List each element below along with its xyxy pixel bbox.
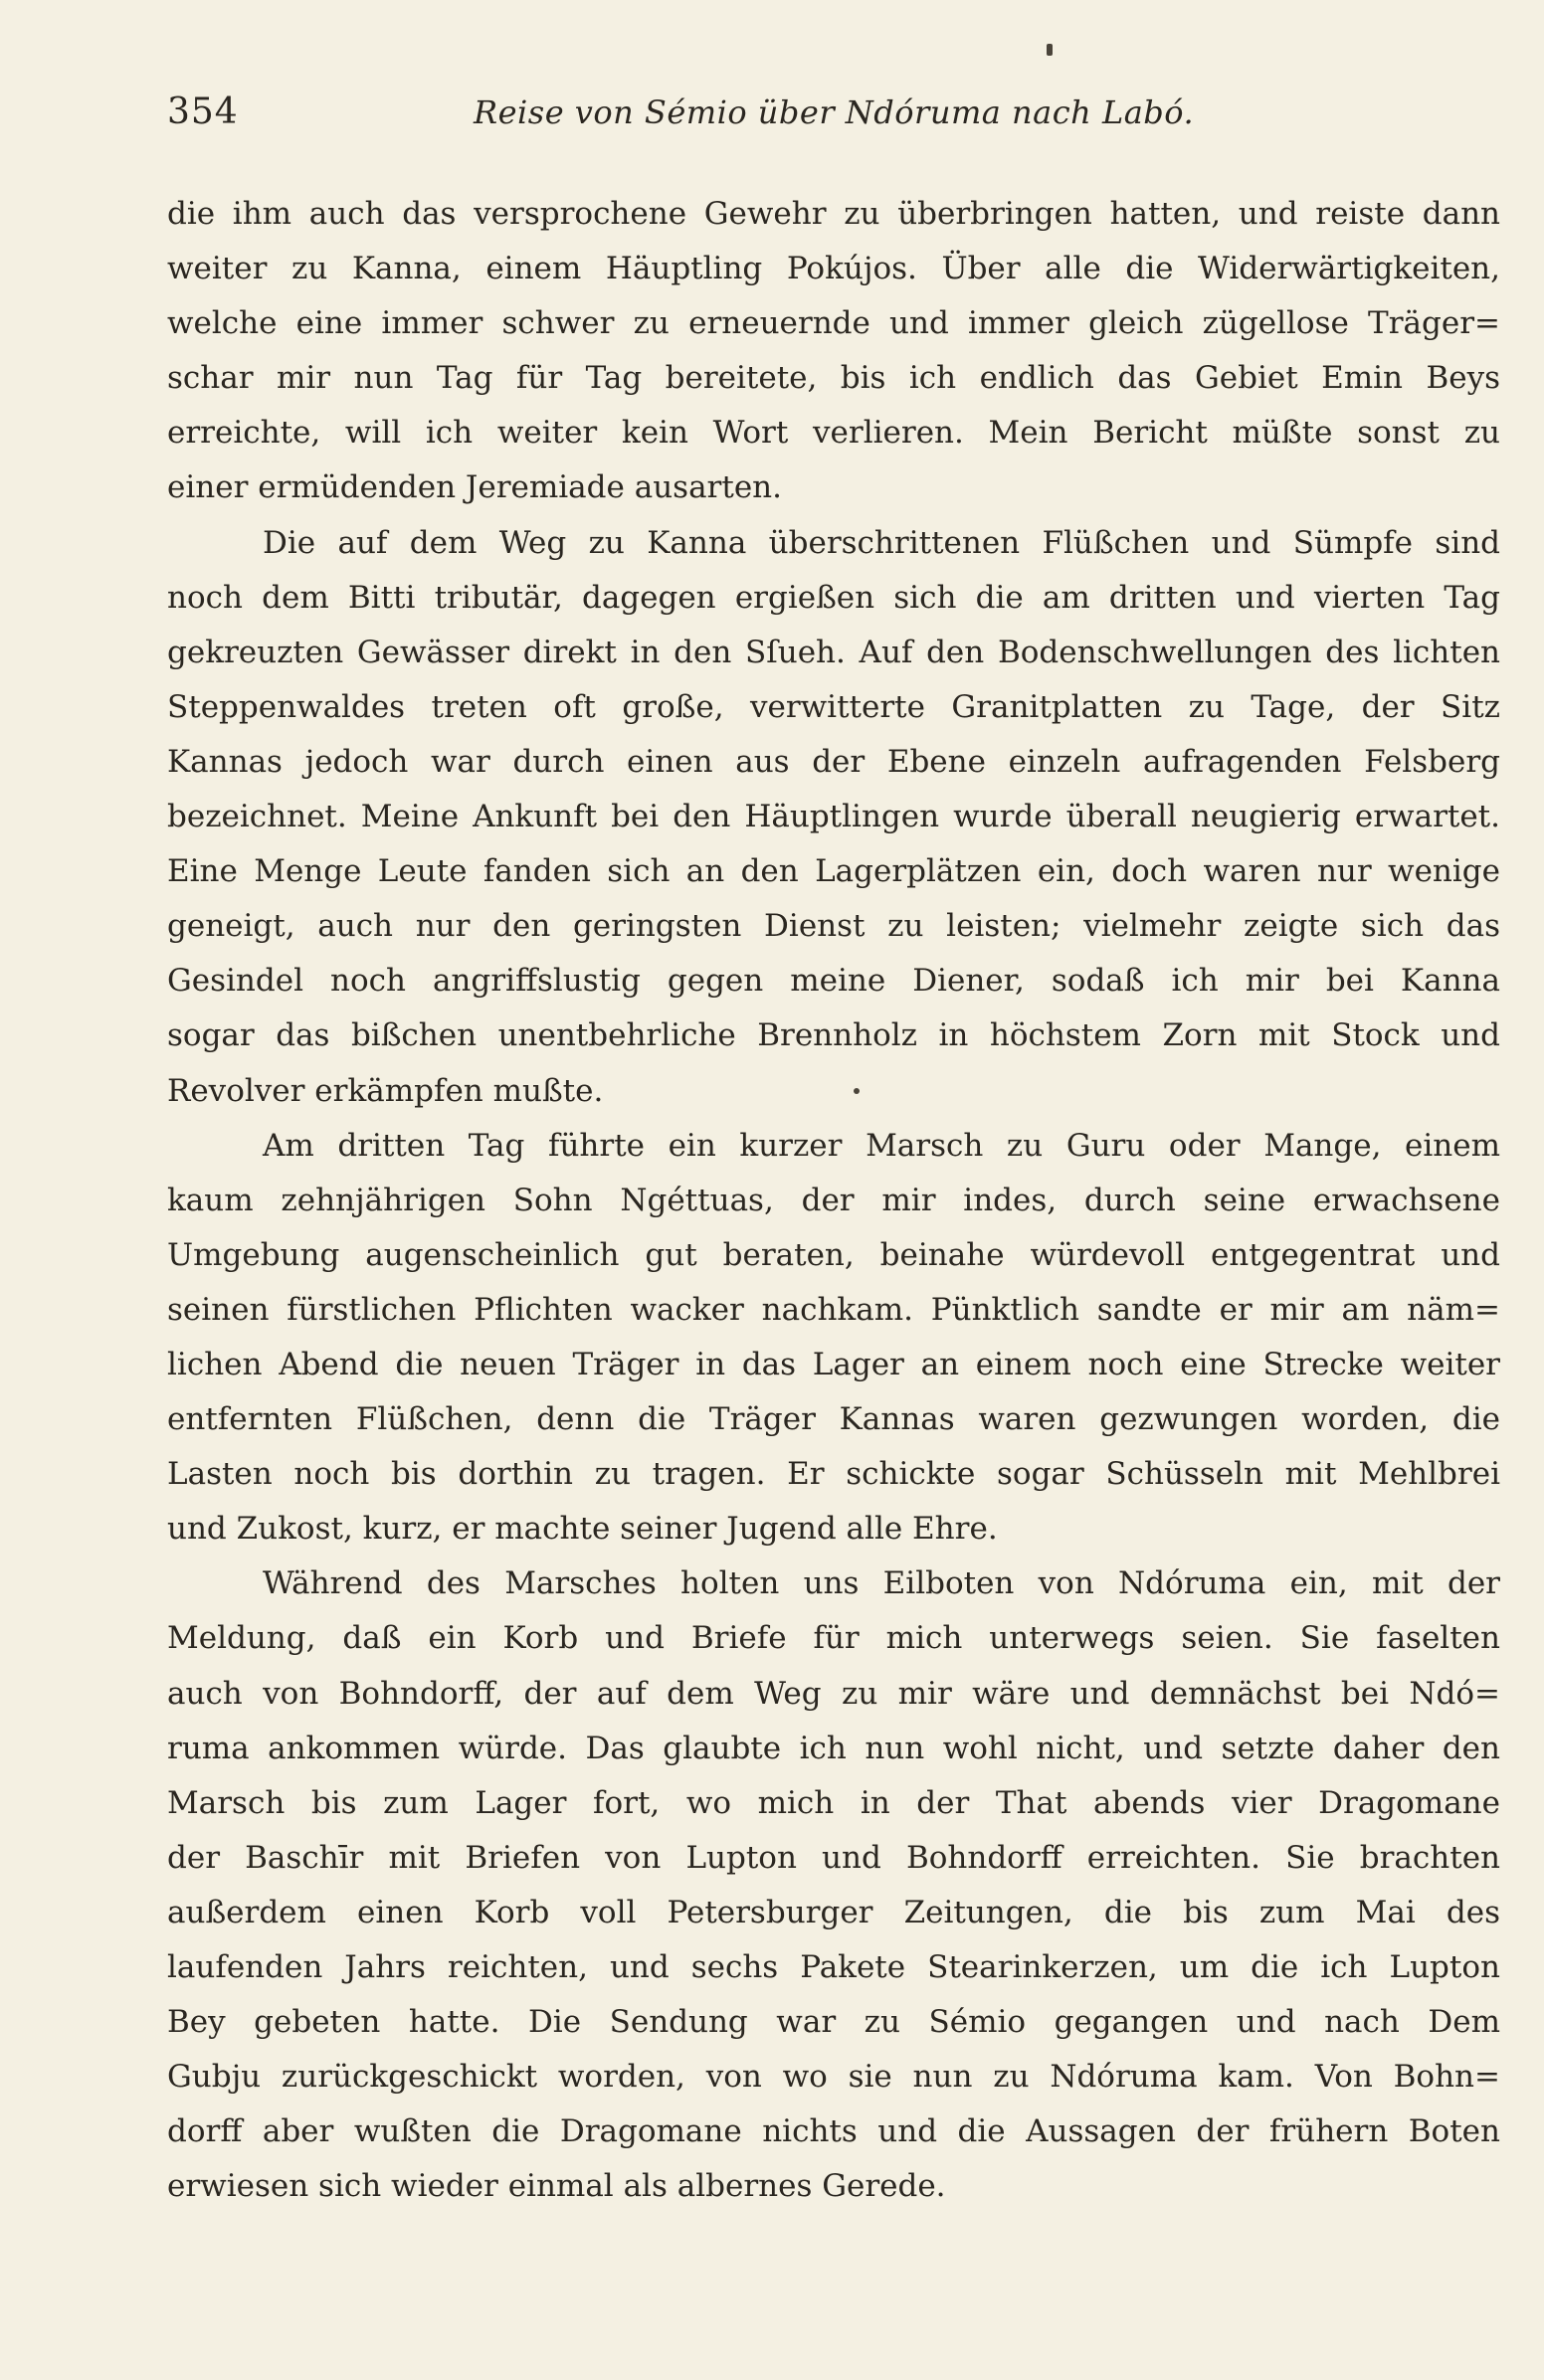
text-line: der Baschīr mit Briefen von Lupton und Bohndorff erreichten. Sie brachten [167,1839,1500,1876]
text-line: einer ermüdenden Jeremiade ausarten. [167,469,782,506]
text-line: gekreuzten Gewässer direkt in den Sſueh. Auf den Bodenschwellungen des lichten [167,634,1500,670]
text-line: die ihm auch das versprochene Gewehr zu überbringen hatten, und reiste dann [167,196,1500,232]
text-line: entfernten Flüßchen, denn die Träger Kannas waren gezwungen worden, die [167,1401,1500,1438]
text-line: Lasten noch bis dorthin zu tragen. Er schickte sogar Schüsseln mit Mehlbrei [167,1456,1500,1493]
text-line: dorff aber wußten die Dragomane nichts und die Aussagen der frühern Boten [167,2113,1500,2150]
body-text [167,187,1500,2214]
text-line: ruma ankommen würde. Das glaubte ich nun wohl nicht, und setzte daher den [167,1730,1500,1766]
text-line: Meldung, daß ein Korb und Briefe für mich unterwegs seien. Sie faselten [167,1620,1500,1657]
text-line: außerdem einen Korb voll Petersburger Zeitungen, die bis zum Mai des [167,1894,1500,1930]
text-line: Revolver erkämpfen mußte. [167,1072,604,1109]
paragraph-1 [167,187,1500,516]
text-line: lichen Abend die neuen Träger in das Lager an einem noch eine Strecke weiter [167,1346,1500,1382]
text-line: Kannas jedoch war durch einen aus der Ebene einzeln aufragenden Felsberg [167,743,1500,780]
paragraph-2 [167,516,1500,1119]
text-line: Die auf dem Weg zu Kanna überschrittenen Flüßchen und Sümpfe sind [263,524,1500,561]
text-line: laufenden Jahrs reichten, und sechs Pakete Stearinkerzen, um die ich Lupton [167,1949,1500,1985]
paragraph-4 [167,1556,1500,2214]
text-line: erwiesen sich wieder einmal als albernes Gerede. [167,2168,946,2205]
text-line: auch von Bohndorff, der auf dem Weg zu mir wäre und demnächst bei Ndó= [167,1675,1500,1712]
ink-mark [1047,44,1053,56]
text-line: Während des Marsches holten uns Eilboten von Ndóruma ein, mit der [263,1565,1500,1602]
text-line: Eine Menge Leute fanden sich an den Lagerplätzen ein, doch waren nur wenige [167,853,1500,890]
running-title: Reise von Sémio über Ndóruma nach Labó. [474,93,1195,131]
text-line: erreichte, will ich weiter kein Wort verlieren. Mein Bericht müßte sonst zu [167,415,1500,452]
text-line: geneigt, auch nur den geringsten Dienst zu leisten; vielmehr zeigte sich das [167,908,1500,945]
text-line: Umgebung augenscheinlich gut beraten, beinahe würdevoll entgegentrat und [167,1236,1500,1273]
text-line: Marsch bis zum Lager fort, wo mich in der That abends vier Dragomane [167,1784,1500,1821]
text-line: Am dritten Tag führte ein kurzer Marsch zu Guru oder Mange, einem [263,1127,1500,1164]
paragraph-3 [167,1119,1500,1557]
text-line: Gesindel noch angriffslustig gegen meine Diener, sodaß ich mir bei Kanna [167,963,1500,1000]
text-line: noch dem Bitti tributär, dagegen ergießen sich die am dritten und vierten Tag [167,579,1500,616]
print-speck [854,1088,860,1094]
text-line: Gubju zurückgeschickt worden, von wo sie nun zu Ndóruma kam. Von Bohn= [167,2059,1500,2096]
text-line: schar mir nun Tag für Tag bereitete, bis ich endlich das Gebiet Emin Beys [167,360,1500,397]
text-line: und Zukost, kurz, er machte seiner Jugend alle Ehre. [167,1511,998,1548]
text-line: welche eine immer schwer zu erneuernde und immer gleich zügellose Träger= [167,305,1500,342]
text-line: kaum zehnjährigen Sohn Ngéttuas, der mir indes, durch seine erwachsene [167,1182,1500,1218]
text-line: Steppenwaldes treten oft große, verwitterte Granitplatten zu Tage, der Sitz [167,688,1500,725]
text-line: bezeichnet. Meine Ankunft bei den Häuptlingen wurde überall neugierig erwartet. [167,799,1500,835]
text-line: seinen fürstlichen Pflichten wacker nachkam. Pünktlich sandte er mir am näm= [167,1291,1500,1328]
text-line: Bey gebeten hatte. Die Sendung war zu Sémio gegangen und nach Dem [167,2004,1500,2041]
page-number: 354 [167,92,239,132]
text-line: sogar das bißchen unentbehrliche Brennholz in höchstem Zorn mit Stock und [167,1017,1500,1054]
running-head [167,92,1500,161]
text-line: weiter zu Kanna, einem Häuptling Pokújos. Über alle die Widerwärtigkeiten, [167,251,1500,287]
